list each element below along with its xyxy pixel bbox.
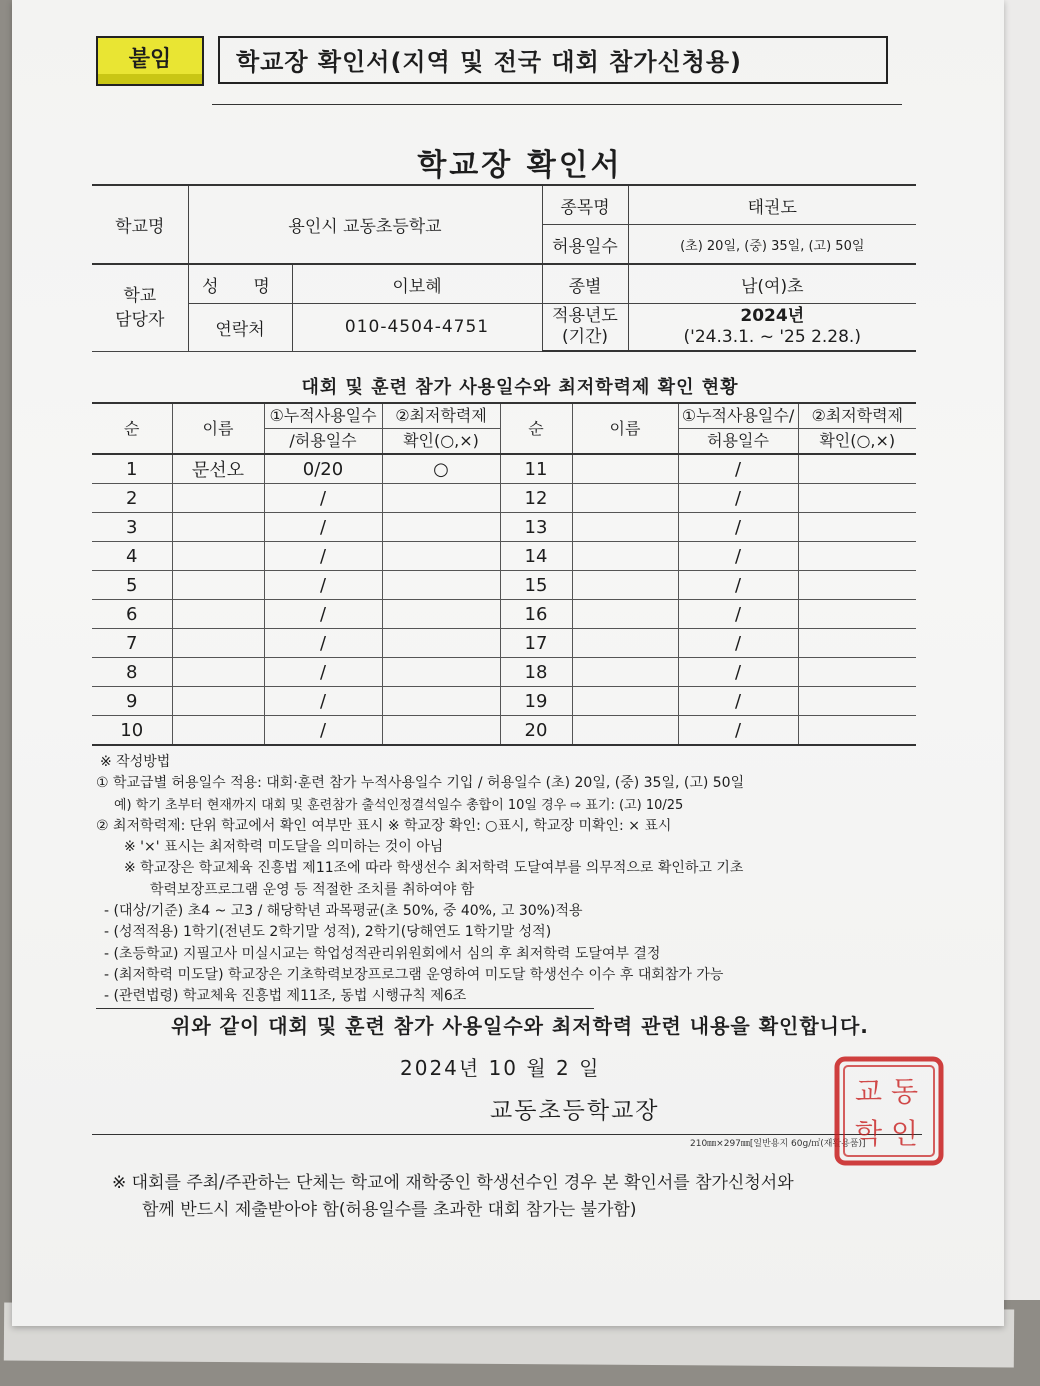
- student-name: [572, 600, 678, 629]
- note-1: ① 학교급별 허용일수 적용: 대회·훈련 참가 누적사용일수 기입 / 허용일수 (초) 20일, (중) 35일, (고) 50일: [96, 775, 745, 792]
- student-name: [572, 542, 678, 571]
- row-number: 20: [500, 716, 572, 746]
- row-number: 9: [92, 687, 172, 716]
- detail-1: - (대상/기준) 초4 ~ 고3 / 해당학년 과목평균(초 50%, 중 40%, 고 30%)적용: [104, 903, 583, 920]
- days-value: /: [678, 716, 798, 746]
- year-value: 2024년: [740, 306, 805, 326]
- note-2-b: ※ 학교장은 학교체육 진흥법 제11조에 따라 학생선수 최저학력 도달여부를 의무적으로 확인하고 기초: [124, 860, 744, 877]
- gender-value: 남(여)초: [628, 264, 916, 304]
- info-table: [92, 184, 916, 352]
- check-value: [798, 629, 916, 658]
- form-title: 학교장 확인서(지역 및 전국 대회 참가신청용): [218, 36, 888, 84]
- days-value: /: [678, 600, 798, 629]
- days-value: /: [678, 542, 798, 571]
- days-value: /: [678, 687, 798, 716]
- signer-title: 교동초등학교장: [490, 1098, 660, 1124]
- table-row: [92, 658, 916, 687]
- days-value: /: [678, 658, 798, 687]
- header-name-right: 이름: [572, 403, 678, 454]
- paper-size-note: 210㎜×297㎜[일반용지 60g/㎡(재활용품)]: [690, 1139, 866, 1149]
- days-value: /: [678, 571, 798, 600]
- name-label: 성 명: [188, 264, 292, 304]
- row-number: 14: [500, 542, 572, 571]
- days-value: /: [264, 687, 382, 716]
- check-value: [382, 658, 500, 687]
- detail-2: - (성적적용) 1학기(전년도 2학기말 성적), 2학기(당해연도 1학기말 성적): [104, 924, 552, 941]
- days-value: /: [678, 484, 798, 513]
- table-row: [92, 629, 916, 658]
- row-number: 7: [92, 629, 172, 658]
- table-row: [92, 542, 916, 571]
- student-name: [572, 716, 678, 746]
- year-label: 적용년도 (기간): [542, 304, 628, 352]
- manager-label: 학교 담당자: [92, 264, 188, 351]
- student-name: [572, 571, 678, 600]
- student-name: 문선오: [172, 454, 264, 484]
- row-number: 17: [500, 629, 572, 658]
- student-name: [172, 600, 264, 629]
- student-name: [572, 629, 678, 658]
- days-value: /: [264, 542, 382, 571]
- header-days-2: /허용일수: [264, 429, 382, 455]
- student-name: [572, 687, 678, 716]
- row-number: 3: [92, 513, 172, 542]
- check-value: [382, 600, 500, 629]
- submission-note: [112, 1170, 932, 1224]
- days-value: 0/20: [264, 454, 382, 484]
- student-name: [172, 542, 264, 571]
- header-days-1: ①누적사용일수: [264, 403, 382, 429]
- days-value: /: [264, 629, 382, 658]
- days-value: /: [678, 513, 798, 542]
- header-days-right-2: 허용일수: [678, 429, 798, 455]
- days-value: /: [264, 716, 382, 746]
- issue-date: 2024년 10 월 2 일: [400, 1056, 601, 1080]
- student-name: [172, 629, 264, 658]
- check-value: [382, 484, 500, 513]
- check-value: [382, 687, 500, 716]
- table-row: [92, 687, 916, 716]
- days-value: /: [678, 629, 798, 658]
- header-name: 이름: [172, 403, 264, 454]
- student-name: [172, 658, 264, 687]
- check-value: [798, 571, 916, 600]
- check-value: [382, 513, 500, 542]
- table-row: [92, 454, 916, 484]
- note-1-example: 예) 학기 초부터 현재까지 대회 및 훈련참가 출석인정결석일수 총합이 10일 경우 ⇨ 표기: (고) 10/25: [114, 797, 684, 813]
- sport-label: 종목명: [542, 185, 628, 225]
- seal-glyph-2: 동: [891, 1075, 919, 1108]
- days-value: /: [678, 454, 798, 484]
- note-2-a: ※ '×' 표시는 최저학력 미도달을 의미하는 것이 아님: [124, 839, 444, 856]
- row-number: 8: [92, 658, 172, 687]
- note-2-b-cont: 학력보장프로그램 운영 등 적절한 조치를 취하여야 함: [150, 881, 475, 898]
- row-number: 18: [500, 658, 572, 687]
- contact-value: 010-4504-4751: [292, 304, 542, 352]
- header-check-2: 확인(○,×): [382, 429, 500, 455]
- contact-label: 연락처: [188, 304, 292, 352]
- row-number: 2: [92, 484, 172, 513]
- row-number: 4: [92, 542, 172, 571]
- student-name: [572, 513, 678, 542]
- table-row: [92, 484, 916, 513]
- name-value: 이보혜: [292, 264, 542, 304]
- school-label: 학교명: [92, 185, 188, 264]
- section-title: 대회 및 훈련 참가 사용일수와 최저학력제 확인 현황: [301, 377, 739, 398]
- adjacent-sheet: [1000, 0, 1040, 1300]
- check-value: [798, 484, 916, 513]
- header-order: 순: [92, 403, 172, 454]
- check-value: [382, 716, 500, 746]
- check-value: [798, 600, 916, 629]
- detail-4: - (최저학력 미도달) 학교장은 기초학력보장프로그램 운영하여 미도달 학생선수 이수 후 대회참가 가능: [104, 966, 724, 983]
- row-number: 12: [500, 484, 572, 513]
- row-number: 11: [500, 454, 572, 484]
- table-row: [92, 513, 916, 542]
- check-value: [798, 513, 916, 542]
- student-name: [172, 513, 264, 542]
- top-rule: [212, 104, 902, 105]
- student-name: [172, 571, 264, 600]
- writing-instructions: [96, 752, 936, 1009]
- check-value: [382, 629, 500, 658]
- student-name: [172, 687, 264, 716]
- usage-table: [92, 402, 916, 746]
- confirmation-statement: 위와 같이 대회 및 훈련 참가 사용일수와 최저학력 관련 내용을 확인합니다.: [171, 1014, 869, 1038]
- sport-value: 태권도: [628, 185, 916, 225]
- row-number: 15: [500, 571, 572, 600]
- student-name: [172, 484, 264, 513]
- page-title: 학교장 확인서: [417, 148, 623, 183]
- submission-note-line-2: 함께 반드시 제출받아야 함(허용일수를 초과한 대회 참가는 불가함): [142, 1200, 637, 1220]
- check-value: [382, 542, 500, 571]
- days-value: /: [264, 600, 382, 629]
- row-number: 19: [500, 687, 572, 716]
- header-check-right-2: 확인(○,×): [798, 429, 916, 455]
- days-value: /: [264, 571, 382, 600]
- year-cell: [628, 304, 916, 352]
- check-value: [798, 454, 916, 484]
- student-name: [172, 716, 264, 746]
- table-row: [92, 716, 916, 746]
- student-name: [572, 658, 678, 687]
- check-value: [382, 571, 500, 600]
- seal-glyph-3: 학: [855, 1117, 883, 1150]
- allowed-value: (초) 20일, (중) 35일, (고) 50일: [628, 225, 916, 265]
- check-value: [798, 542, 916, 571]
- days-value: /: [264, 513, 382, 542]
- header-order-right: 순: [500, 403, 572, 454]
- seal-glyph-4: 인: [891, 1117, 919, 1150]
- check-value: [798, 687, 916, 716]
- notes-heading: ※ 작성방법: [100, 754, 171, 770]
- check-value: ○: [382, 454, 500, 484]
- year-period: ('24.3.1. ~ '25 2.28.): [683, 327, 861, 347]
- days-value: /: [264, 658, 382, 687]
- submission-note-line-1: ※ 대회를 주최/주관하는 단체는 학교에 재학중인 학생선수인 경우 본 확인서를 참가신청서와: [112, 1173, 794, 1193]
- student-name: [572, 484, 678, 513]
- seal-glyph-1: 교: [855, 1075, 883, 1108]
- seal-outer-border: [837, 1059, 941, 1163]
- check-value: [798, 716, 916, 746]
- official-seal-stamp: [833, 1055, 945, 1167]
- bottom-rule: [92, 1134, 922, 1135]
- days-value: /: [264, 484, 382, 513]
- note-2: ② 최저학력제: 단위 학교에서 확인 여부만 표시 ※ 학교장 확인: ○표시, 학교장 미확인: × 표시: [96, 817, 672, 834]
- row-number: 16: [500, 600, 572, 629]
- allowed-label: 허용일수: [542, 225, 628, 265]
- attachment-badge: 붙임: [96, 36, 204, 86]
- header-check-right-1: ②최저학력제: [798, 403, 916, 429]
- row-number: 5: [92, 571, 172, 600]
- check-value: [798, 658, 916, 687]
- row-number: 1: [92, 454, 172, 484]
- row-number: 13: [500, 513, 572, 542]
- detail-5: - (관련법령) 학교체육 진흥법 제11조, 동법 시행규칙 제6조: [96, 986, 594, 1008]
- header-check-1: ②최저학력제: [382, 403, 500, 429]
- table-row: [92, 600, 916, 629]
- gender-label: 종별: [542, 264, 628, 304]
- row-number: 6: [92, 600, 172, 629]
- row-number: 10: [92, 716, 172, 746]
- table-row: [92, 571, 916, 600]
- detail-3: - (초등학교) 지필고사 미실시교는 학업성적관리위원회에서 심의 후 최저학력 도달여부 결정: [104, 945, 661, 962]
- header-days-right-1: ①누적사용일수/: [678, 403, 798, 429]
- school-value: 용인시 교동초등학교: [188, 185, 542, 264]
- student-name: [572, 454, 678, 484]
